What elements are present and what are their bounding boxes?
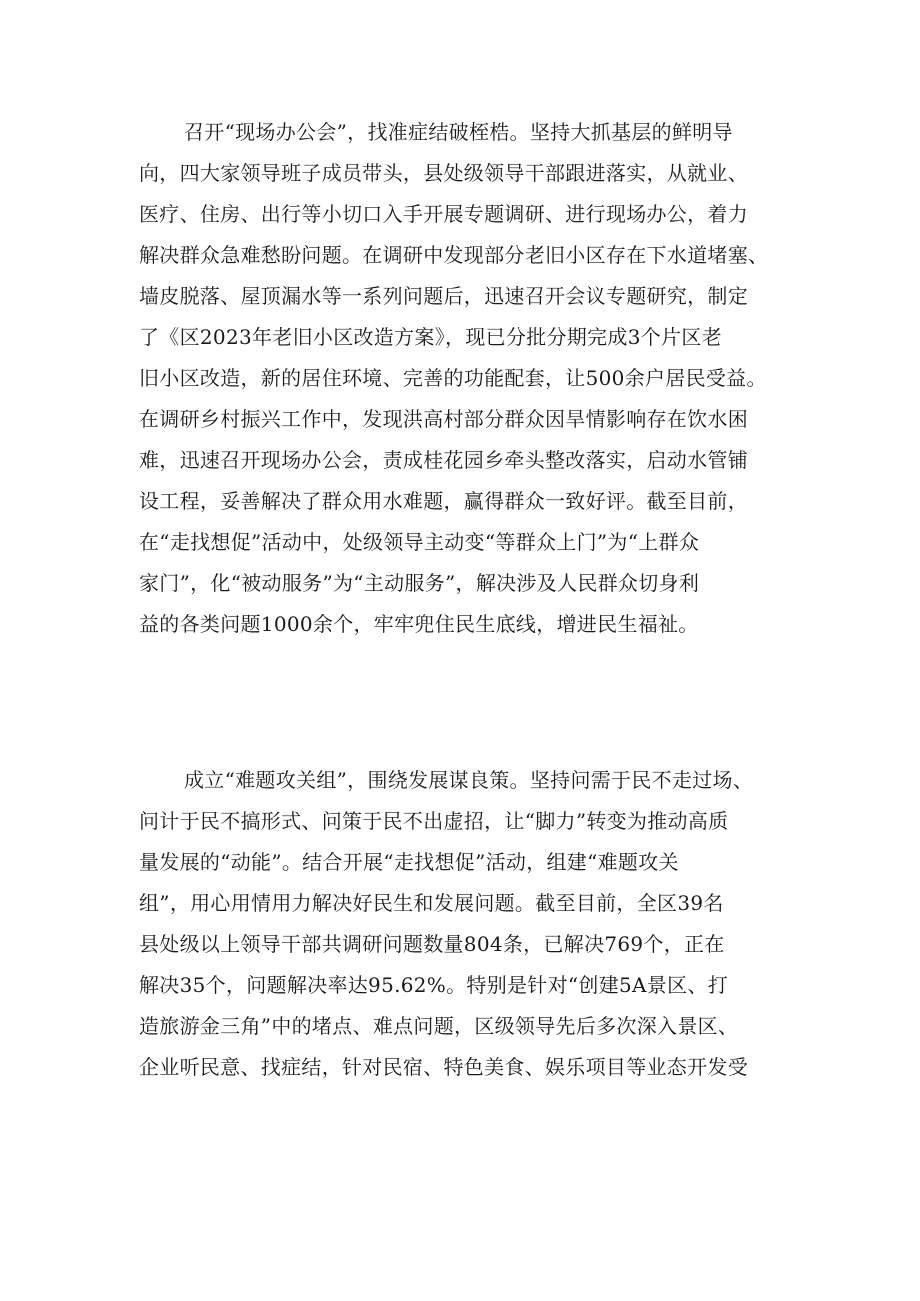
paragraph-problem-task-force: [139, 760, 804, 1088]
text-line: 旧小区改造，新的居住环境、完善的功能配套，让500余户居民受益。: [139, 366, 767, 390]
paragraph-field-office: [139, 112, 804, 645]
text-line: 医疗、住房、出行等小切口入手开展专题调研、进行现场办公，着力: [139, 202, 748, 226]
text-line: 在调研乡村振兴工作中，发现洪高村部分群众因旱情影响存在饮水困: [139, 407, 748, 431]
text-line: 企业听民意、找症结，针对民宿、特色美食、娱乐项目等业态开发受: [139, 1055, 748, 1079]
text-line: 组”，用心用情用力解决好民生和发展问题。截至目前，全区39名: [139, 891, 724, 915]
text-line: 县处级以上领导干部共调研问题数量804条，已解决769个，正在: [139, 932, 725, 956]
text-line: 造旅游金三角”中的堵点、难点问题，区级领导先后多次深入景区、: [139, 1014, 739, 1038]
text-line: 家门”，化“被动服务”为“主动服务”，解决涉及人民群众切身利: [139, 571, 700, 595]
text-line: 召开“现场办公会”，找准症结破桎梏。坚持大抓基层的鲜明导: [184, 120, 733, 144]
text-line: 问计于民不搞形式、问策于民不出虚招，让“脚力”转变为推动高质: [139, 809, 729, 833]
text-line: 解决群众急难愁盼问题。在调研中发现部分老旧小区存在下水道堵塞、: [139, 243, 769, 267]
text-line: 墙皮脱落、屋顶漏水等一系列问题后，迅速召开会议专题研究，制定: [139, 284, 748, 308]
text-line: 解决35个，问题解决率达95.62%。特别是针对“创建5A景区、打: [139, 973, 729, 997]
text-line: 难，迅速召开现场办公会，责成桂花园乡牵头整改落实，启动水管铺: [139, 448, 748, 472]
text-line: 向，四大家领导班子成员带头，县处级领导干部跟进落实，从就业、: [139, 161, 748, 185]
text-line: 成立“难题攻关组”，围绕发展谋良策。坚持问需于民不走过场、: [184, 768, 754, 792]
text-line: 益的各类问题1000余个，牢牢兜住民生底线，增进民生福祉。: [139, 612, 699, 636]
text-line: 设工程，妥善解决了群众用水难题，赢得群众一致好评。截至目前，: [139, 489, 748, 513]
text-line: 了《区2023年老旧小区改造方案》，现已分批分期完成3个片区老: [139, 325, 722, 349]
text-line: 在“走找想促”活动中，处级领导主动变“等群众上门”为“上群众: [139, 530, 700, 554]
text-line: 量发展的“动能”。结合开展“走找想促”活动，组建“难题攻关: [139, 850, 679, 874]
